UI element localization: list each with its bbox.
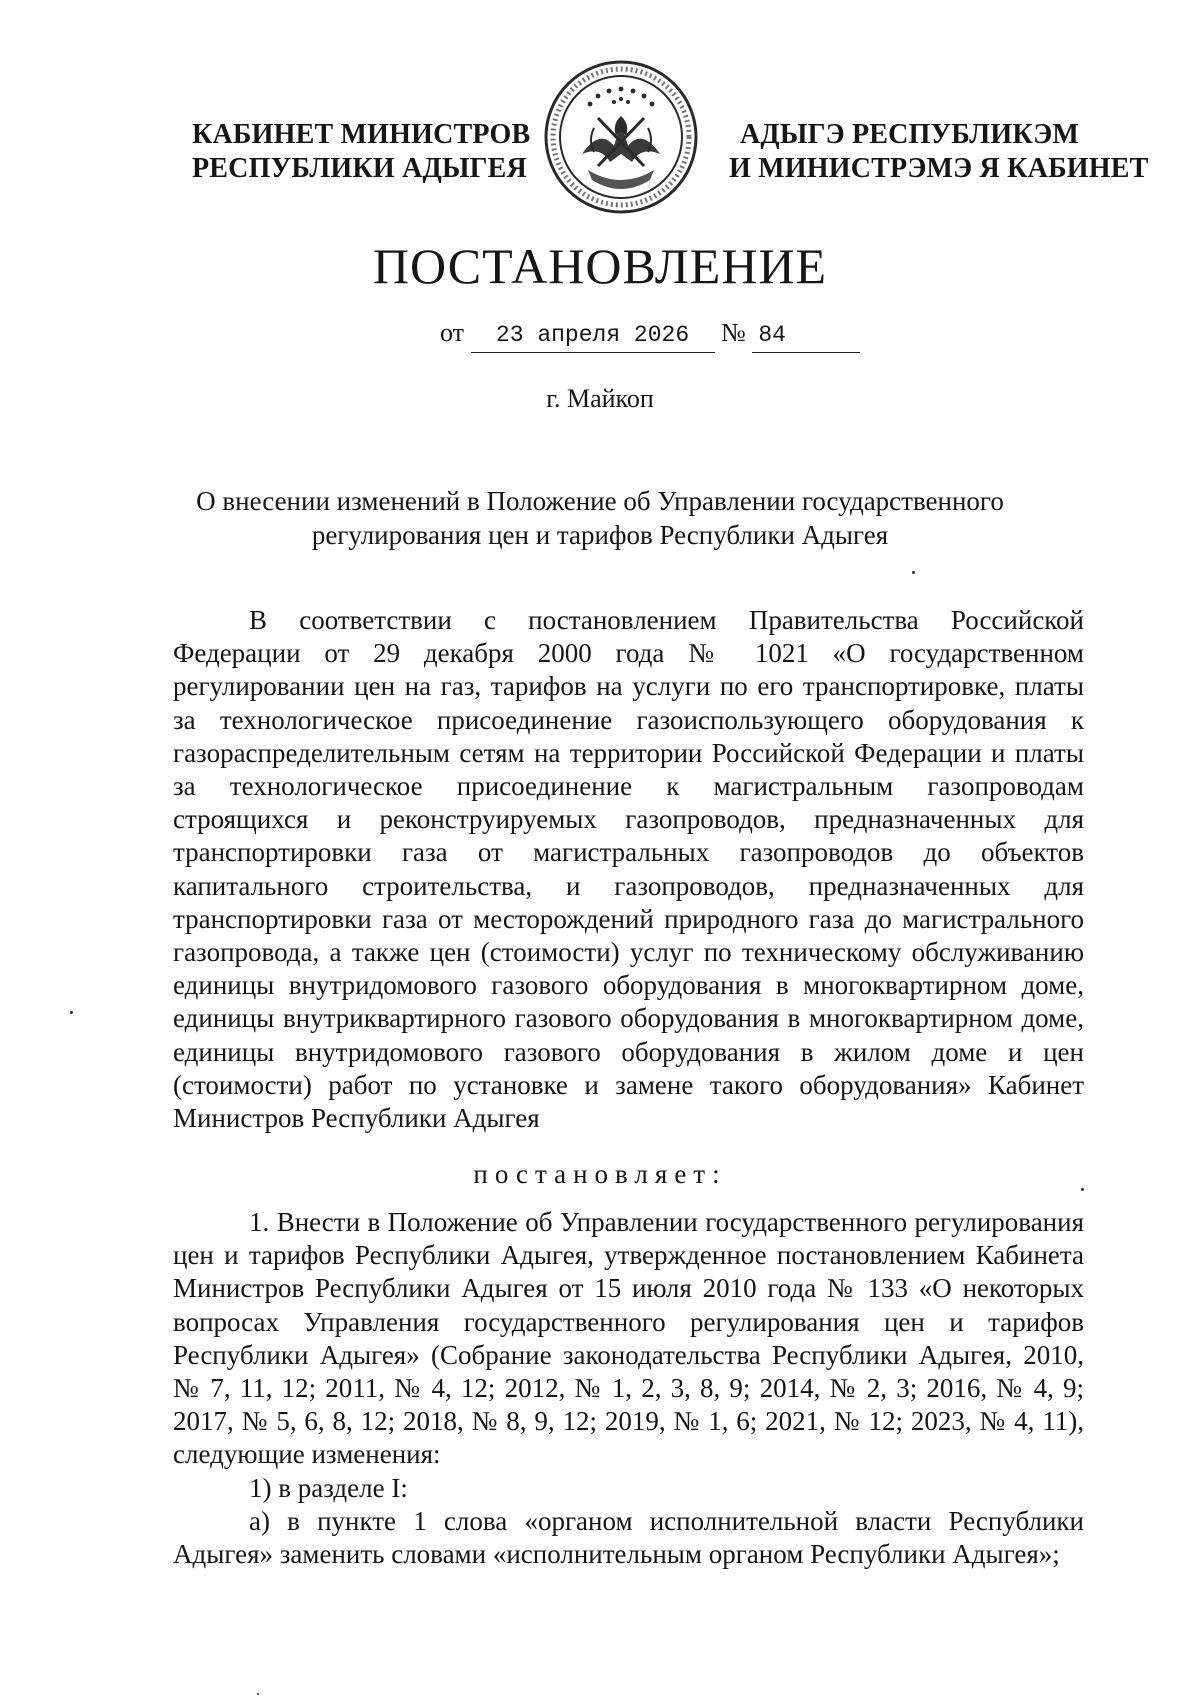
issuer-russian bbox=[192, 118, 530, 186]
heading-line1: О внесении изменений в Положение об Управлении государственного bbox=[196, 486, 1004, 516]
heading-line2: регулирования цен и тарифов Республики Адыгея bbox=[311, 520, 889, 550]
scan-speck bbox=[912, 571, 915, 574]
preamble-paragraph: В соответствии с постановлением Правительства Российской Федерации от 29 декабря 2000 года № 1021 «О государственном регулировании цен на газ, тарифов на услуги по его транспортировке, платы за технологическое присоединение газоиспользующего оборудования к газораспределительным сетям на территории Российской Федерации и платы за технологическое присоединение к магистральным газопроводам строящихся и реконструируемых газопроводов, предназначенных для транспортировки газа от магистральных газопроводов до объектов капитального строительства, и газопроводов, предназначенных для транспортировки газа от месторождений природного газа до магистрального газопровода, а также цен (стоимости) услуг по техническому обслуживанию единицы внутридомового газового оборудования в многоквартирном доме, единицы внутриквартирного газового оборудования в многоквартирном доме, единицы внутридомового газового оборудования в жилом доме и цен (стоимости) работ по установке и замене такого оборудования» Кабинет Министров Республики Адыгея bbox=[173, 605, 1084, 1134]
resolves-word: постановляет: bbox=[473, 1159, 727, 1189]
scan-speck bbox=[257, 1693, 259, 1695]
number-sign: № bbox=[721, 318, 746, 347]
document-number: 84 bbox=[752, 318, 860, 353]
city-line: г. Майкоп bbox=[546, 384, 654, 413]
issuer-adyghe-line2: И МИНИСТРЭМЭ Я КАБИНЕТ bbox=[729, 153, 1149, 184]
subitem-1-paragraph: 1) в разделе I: bbox=[249, 1472, 408, 1503]
adygea-coat-of-arms-emblem-icon bbox=[542, 58, 700, 216]
document-title: ПОСТАНОВЛЕНИЕ bbox=[372, 238, 828, 294]
scan-speck bbox=[1081, 1188, 1084, 1191]
document-heading bbox=[120, 484, 1080, 552]
issuer-russian-line1: КАБИНЕТ МИНИСТРОВ bbox=[192, 119, 531, 150]
date-prefix: от bbox=[440, 318, 465, 347]
issuer-russian-line2: РЕСПУБЛИКИ АДЫГЕЯ bbox=[192, 153, 527, 184]
document-date: 23 апреля 2026 bbox=[471, 318, 715, 353]
body-items bbox=[173, 1206, 1084, 1571]
scan-speck bbox=[70, 1011, 73, 1014]
date-number-line bbox=[440, 316, 860, 353]
issuer-adyghe bbox=[729, 118, 1149, 186]
subitem-a-paragraph: а) в пункте 1 слова «органом исполнительной власти Республики Адыгея» заменить словами «исполнительным органом Республики Адыгея»; bbox=[173, 1505, 1084, 1570]
issuer-adyghe-line1: АДЫГЭ РЕСПУБЛИКЭМ bbox=[739, 119, 1080, 150]
item-1-paragraph: 1. Внести в Положение об Управлении государственного регулирования цен и тарифов Республики Адыгея, утвержденное постановлением Кабинета Министров Республики Адыгея от 15 июля 2010 года № 133 «О некоторых вопросах Управления государственного регулирования цен и тарифов Республики Адыгея» (Собрание законодательства Республики Адыгея, 2010, № 7, 11, 12; 2011, № 4, 12; 2012, № 1, 2, 3, 8, 9; 2014, № 2, 3; 2016, № 4, 9; 2017, № 5, 6, 8, 12; 2018, № 8, 9, 12; 2019, № 1, 6; 2021, № 12; 2023, № 4, 11), следующие изменения: bbox=[173, 1207, 1084, 1470]
